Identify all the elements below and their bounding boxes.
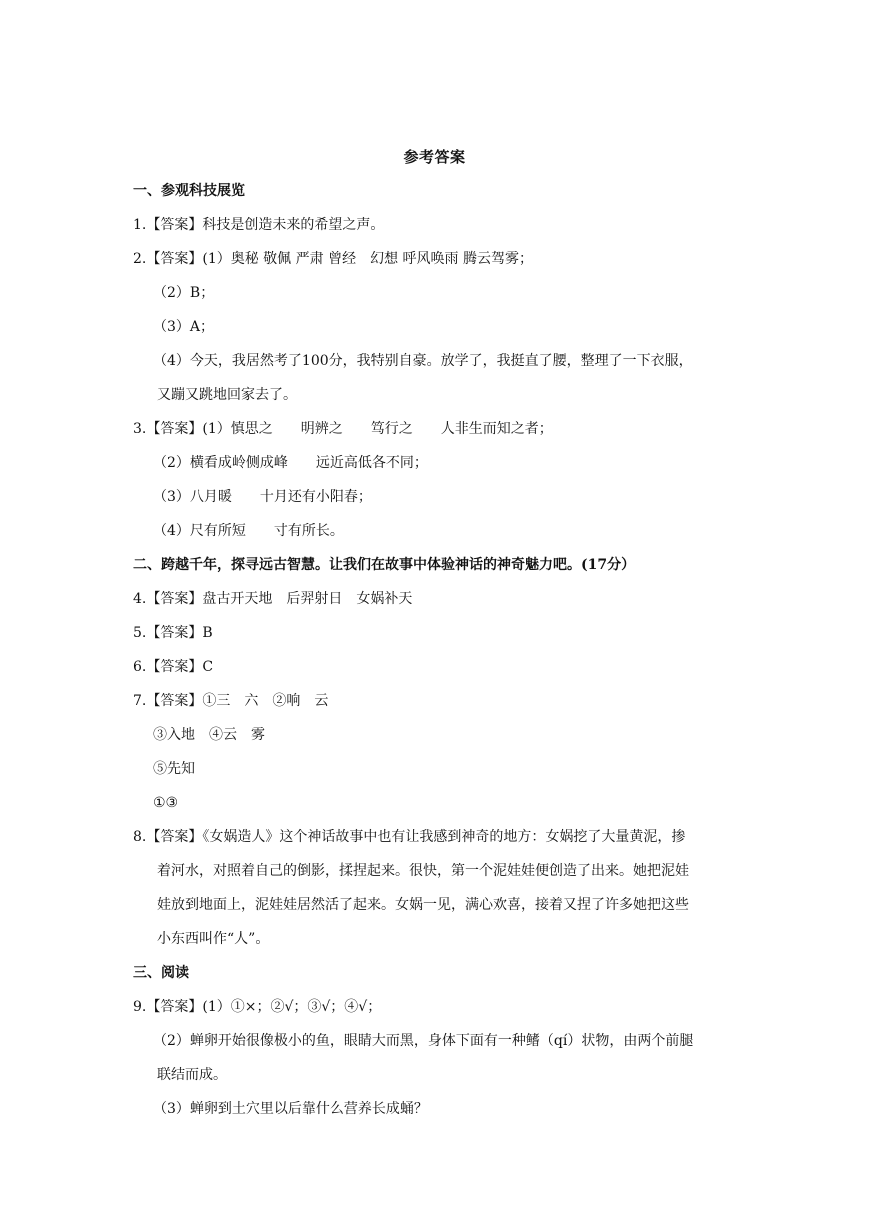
answer-2-part-2: （2）B；	[153, 285, 215, 301]
answer-7-line-4: ①③	[153, 795, 179, 811]
answer-9-part-2-continued: 联结而成。	[157, 1067, 227, 1083]
answer-5: 5.【答案】B	[133, 625, 213, 641]
answer-7-line-2: ③入地 ④云 雾	[153, 727, 265, 743]
answer-1: 1.【答案】科技是创造未来的希望之声。	[133, 217, 385, 233]
answer-6: 6.【答案】C	[133, 659, 214, 675]
answer-8-line-2: 着河水，对照着自己的倒影，揉捏起来。很快，第一个泥娃娃便创造了出来。她把泥娃	[157, 863, 689, 879]
answer-2-part-1: 2.【答案】(1）奥秘 敬佩 严肃 曾经 幻想 呼风唤雨 腾云驾雾；	[133, 251, 533, 267]
answer-9-part-1: 9.【答案】(1）①×；②√；③√；④√；	[133, 999, 382, 1015]
section-1-heading: 一、参观科技展览	[133, 183, 245, 199]
section-3-heading: 三、阅读	[133, 965, 189, 981]
section-2-heading: 二、跨越千年，探寻远古智慧。让我们在故事中体验神话的神奇魅力吧。(17分）	[133, 557, 636, 573]
answer-3-part-4: （4）尺有所短 寸有所长。	[153, 523, 344, 539]
answer-7-line-3: ⑤先知	[153, 761, 195, 777]
answer-7-line-1: 7.【答案】①三 六 ②响 云	[133, 693, 329, 709]
answer-3-part-2: （2）横看成岭侧成峰 远近高低各不同；	[153, 455, 428, 471]
answer-2-part-3: （3）A；	[153, 319, 215, 335]
answer-9-part-3: （3）蝉卵到土穴里以后靠什么营养长成蛹？	[153, 1101, 428, 1117]
answer-8-line-3: 娃放到地面上，泥娃娃居然活了起来。女娲一见，满心欢喜，接着又捏了许多她把这些	[157, 897, 689, 913]
answer-2-part-4-continued: 又蹦又跳地回家去了。	[157, 387, 297, 403]
answer-9-part-2: （2）蝉卵开始很像极小的鱼，眼睛大而黑，身体下面有一种鳍（qí）状物，由两个前腿	[153, 1033, 694, 1049]
answer-3-part-1: 3.【答案】(1）慎思之 明辨之 笃行之 人非生而知之者；	[133, 421, 553, 437]
answer-4: 4.【答案】盘古开天地 后羿射日 女娲补天	[133, 591, 413, 607]
answer-2-part-4: （4）今天，我居然考了100分，我特别自豪。放学了，我挺直了腰，整理了一下衣服，	[153, 353, 693, 369]
answer-8-line-1: 8.【答案】《女娲造人》这个神话故事中也有让我感到神奇的地方：女娲挖了大量黄泥，掺	[133, 829, 686, 845]
answer-3-part-3: （3）八月暖 十月还有小阳春；	[153, 489, 372, 505]
page-title: 参考答案	[403, 148, 466, 166]
answer-8-line-4: 小东西叫作“人”。	[157, 931, 270, 947]
